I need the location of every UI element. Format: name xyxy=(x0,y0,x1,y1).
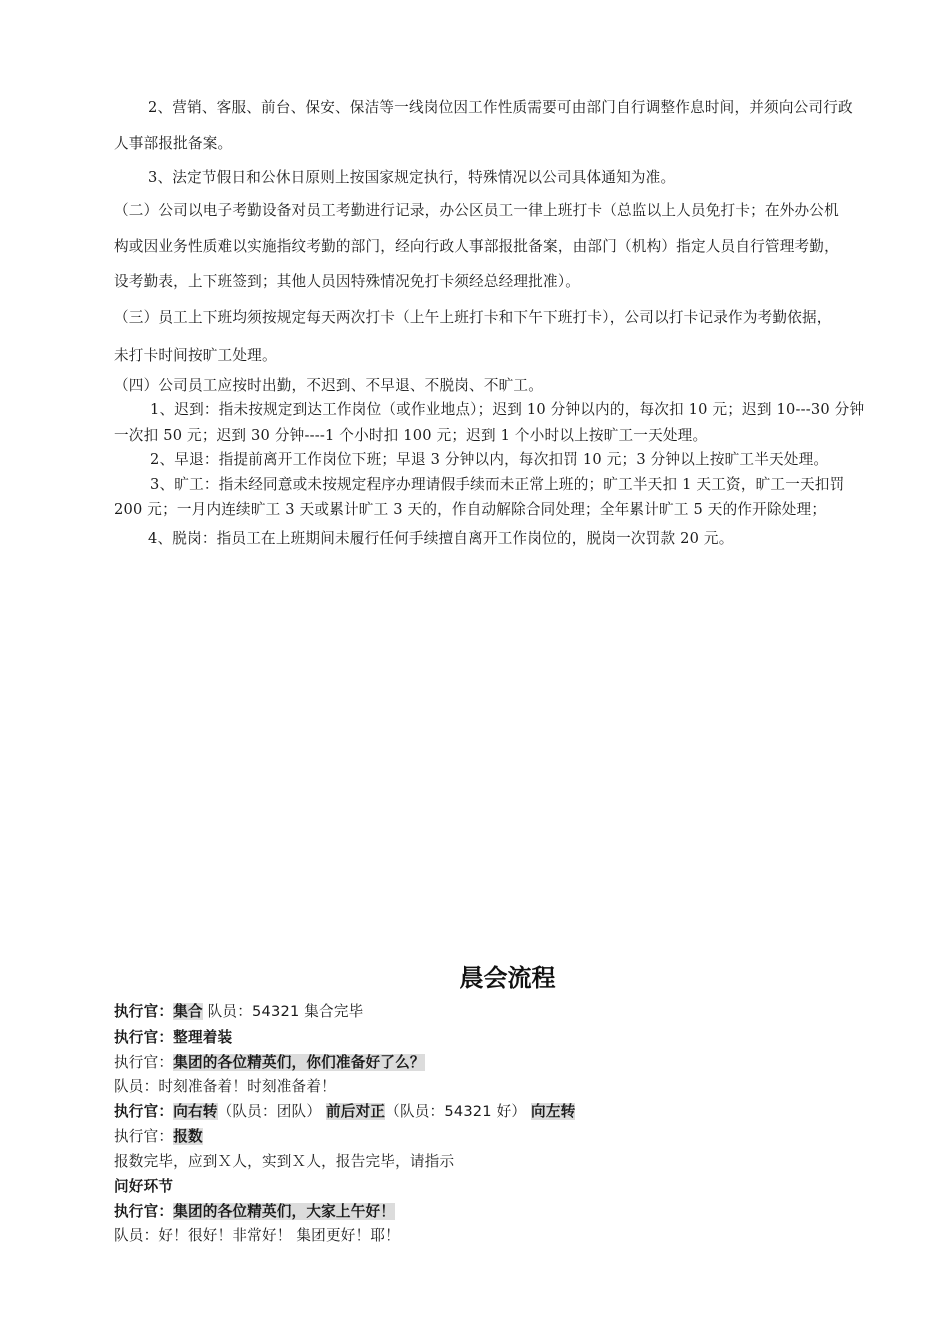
team-response: 队员：54321 集合完毕 xyxy=(202,1003,364,1020)
leave-post-rule: 4、脱岗：指员工在上班期间未履行任何手续擅自离开工作岗位的，脱岗一次罚款 20 元。 xyxy=(148,530,734,547)
meeting-line-6 xyxy=(114,1125,203,1146)
paragraph-4-line1: （二）公司以电子考勤设备对员工考勤进行记录，办公区员工一律上班打卡（总监以上人员免打卡；在外办公机 xyxy=(114,202,839,219)
paragraph-4-line3: 设考勤表，上下班签到；其他人员因特殊情况免打卡须经总经理批准）。 xyxy=(114,273,581,290)
early-leave-rule: 2、早退：指提前离开工作岗位下班；早退 3 分钟以内，每次扣罚 10 元；3 分钟以上按旷工半天处理。 xyxy=(150,451,829,468)
paragraph-4-line2: 构或因业务性质难以实施指纹考勤的部门，经向行政人事部报批备案，由部门（机构）指定人员自行管理考勤， xyxy=(114,238,839,255)
paragraph-3: 3、法定节假日和公休日原则上按国家规定执行，特殊情况以公司具体通知为准。 xyxy=(148,169,676,186)
speaker-label: 执行官： xyxy=(114,1054,174,1071)
command-greeting: 集团的各位精英们，大家上午好！ xyxy=(173,1203,396,1220)
paragraph-2-line2: 人事部报批备案。 xyxy=(114,135,233,152)
meeting-line-2: 执行官：整理着装 xyxy=(114,1029,233,1046)
speaker-label: 执行官： xyxy=(114,1203,174,1220)
command-count-off: 报数 xyxy=(173,1128,203,1145)
command-left-turn: 向左转 xyxy=(531,1103,576,1120)
meeting-line-10: 队员：好！很好！非常好！ 集团更好！耶！ xyxy=(114,1227,400,1244)
paragraph-6: （四）公司员工应按时出勤，不迟到、不早退、不脱岗、不旷工。 xyxy=(114,377,544,394)
meeting-line-9 xyxy=(114,1200,395,1221)
paragraph-5-line1: （三）员工上下班均须按规定每天两次打卡（上午上班打卡和下午下班打卡），公司以打卡记录作为考勤依据， xyxy=(114,309,832,326)
meeting-line-3 xyxy=(114,1051,425,1072)
speaker-label: 执行官： xyxy=(114,1103,174,1120)
paragraph-2-line1: 2、营销、客服、前台、保安、保洁等一线岗位因工作性质需要可由部门自行调整作息时间，并须向公司行政 xyxy=(148,99,853,116)
command-align: 前后对正 xyxy=(325,1103,386,1120)
paragraph-5-line2: 未打卡时间按旷工处理。 xyxy=(114,347,277,364)
command-right-turn: 向右转 xyxy=(173,1103,218,1120)
meeting-line-8: 问好环节 xyxy=(114,1178,174,1195)
speaker-label: 执行官： xyxy=(114,1003,174,1020)
meeting-line-4: 队员：时刻准备着！时刻准备着！ xyxy=(114,1078,336,1095)
command-ready: 集团的各位精英们，你们准备好了么？ xyxy=(173,1054,425,1071)
team-response: （队员：54321 好） xyxy=(385,1103,527,1120)
meeting-line-7: 报数完毕，应到Ｘ人，实到Ｘ人，报告完毕，请指示 xyxy=(114,1153,455,1170)
command-gather: 集合 xyxy=(173,1003,203,1020)
meeting-title: 晨会流程 xyxy=(459,964,556,992)
meeting-line-5 xyxy=(114,1100,575,1121)
meeting-line-1 xyxy=(114,1000,363,1021)
team-response: （队员：团队） xyxy=(217,1103,322,1120)
late-rule-line1: 1、迟到：指未按规定到达工作岗位（或作业地点）；迟到 10 分钟以内的，每次扣 10 元；迟到 10---30 分钟 xyxy=(150,401,865,418)
absence-rule-line1: 3、旷工：指未经同意或未按规定程序办理请假手续而未正常上班的；旷工半天扣 1 天工资，旷工一天扣罚 xyxy=(150,476,845,493)
absence-rule-line2: 200 元；一月内连续旷工 3 天或累计旷工 3 天的，作自动解除合同处理；全年累计旷工 5 天的作开除处理； xyxy=(114,501,827,518)
late-rule-line2: 一次扣 50 元；迟到 30 分钟----1 个小时扣 100 元；迟到 1 个小时以上按旷工一天处理。 xyxy=(114,427,708,444)
speaker-label: 执行官： xyxy=(114,1128,174,1145)
